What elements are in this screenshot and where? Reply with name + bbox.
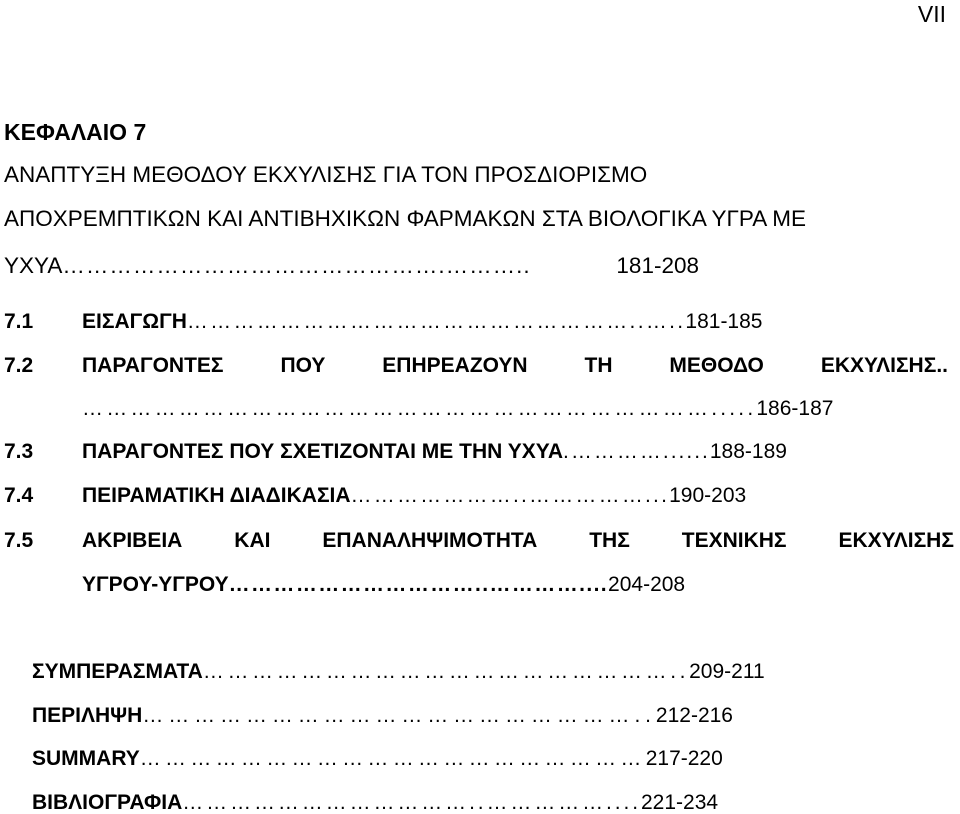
section-title-text: ΥΓΡΟΥ-ΥΓΡΟΥ: [82, 573, 229, 596]
toc-entry-continuation: [82, 398, 833, 419]
leader-dots: ………………………………………….………..: [62, 255, 531, 278]
chapter-title-line-3: [4, 255, 699, 278]
section-number: 7.4: [4, 484, 34, 507]
leader-dots: …………………..……………...: [350, 484, 670, 507]
section-title: [82, 311, 762, 332]
toc-entry-continuation: [82, 574, 685, 595]
section-title-word: ΠΑΡΑΓΟΝΤΕΣ: [82, 354, 224, 377]
leader-dots: .…………......: [563, 440, 710, 463]
section-title-text: ΠΕΙΡΑΜΑΤΙΚΗ ΔΙΑΔΙΚΑΣΙΑ: [82, 484, 351, 507]
leader-dots: ……………………………………………………: [139, 747, 646, 770]
page-range: 209-211: [689, 660, 765, 683]
toc-entry-summary-gr: [32, 705, 733, 726]
section-title-text: ΠΑΡΑΓΟΝΤΕΣ ΠΟΥ ΣΧΕΤΙΖΟΝΤΑΙ ΜΕ ΤΗΝ ΥΧΥΑ: [82, 440, 564, 463]
section-title-word: ΚΑΙ: [234, 529, 271, 552]
section-title-word: ΠΟΥ: [280, 354, 326, 377]
page-range: 181-185: [685, 310, 763, 333]
section-title: [82, 485, 746, 506]
section-title-word: ΕΠΗΡΕΑΖΟΥΝ: [382, 354, 528, 377]
page-range: 221-234: [640, 791, 719, 814]
section-title-word: ΑΚΡΙΒΕΙΑ: [82, 529, 183, 552]
section-title-word: ΤΗ: [584, 354, 613, 377]
page-range: 217-220: [645, 747, 723, 770]
toc-entry-summary-en: [32, 748, 723, 769]
section-title-word: ΕΚΧΥΛΙΣΗΣ: [838, 529, 954, 552]
entry-title: ΠΕΡΙΛΗΨΗ: [32, 704, 143, 727]
leader-dots: …………………………………………………..: [202, 660, 690, 683]
page-range: 186-187: [756, 397, 834, 420]
page-range: 212-216: [655, 704, 733, 727]
chapter-title-line-1: ΑΝΑΠΤΥΞΗ ΜΕΘΟΔΟΥ ΕΚΧΥΛΙΣΗΣ ΓΙΑ ΤΟΝ ΠΡΟΣΔΙΟΡΙΣΜΟ: [4, 162, 648, 187]
leader-dots: …………………………………………………..: [142, 704, 656, 727]
leader-dots: ……………………………..…………....: [228, 573, 609, 596]
chapter-title-line-2: ΑΠΟΧΡΕΜΠΤΙΚΩΝ ΚΑΙ ΑΝΤΙΒΗΧΙΚΩΝ ΦΑΡΜΑΚΩΝ ΣΤΑ ΒΙΟΛΟΓΙΚΑ ΥΓΡΑ ΜΕ: [4, 206, 807, 231]
entry-title: ΒΙΒΛΙΟΓΡΑΦΙΑ: [32, 791, 183, 814]
leader-dots: ………………………………..……………....: [182, 791, 641, 814]
section-title-word: ΕΠΑΝΑΛΗΨΙΜΟΤΗΤΑ: [322, 529, 538, 552]
section-title: [82, 441, 787, 462]
section-title-word: ΤΗΣ: [589, 529, 630, 552]
chapter-heading: ΚΕΦΑΛΑΙΟ 7: [4, 119, 147, 145]
toc-entry-bibliography: [32, 792, 718, 813]
section-number: 7.1: [4, 310, 34, 333]
section-title-word: ΕΚΧΥΛΙΣΗΣ..: [820, 354, 948, 377]
toc-entry: [4, 485, 904, 509]
page-range: 181-208: [616, 253, 699, 278]
entry-title: SUMMARY: [32, 747, 140, 770]
section-title: [82, 530, 954, 551]
page-number: VII: [917, 1, 946, 27]
section-title-text: ΕΙΣΑΓΩΓΗ: [82, 310, 187, 333]
section-number: 7.5: [4, 529, 34, 552]
section-title-word: ΤΕΧΝΙΚΗΣ: [681, 529, 787, 552]
page-range: 190-203: [669, 484, 747, 507]
leader-dots: …………………………………………………..…..: [186, 310, 686, 333]
section-title: [82, 355, 948, 376]
toc-entry: [4, 311, 894, 335]
section-number: 7.2: [4, 354, 34, 377]
section-title-word: ΜΕΘΟΔΟ: [669, 354, 764, 377]
toc-entry-conclusions: [32, 661, 765, 682]
chapter-title-word: ΥΧΥΑ: [4, 253, 63, 278]
page-range: 204-208: [608, 573, 686, 596]
leader-dots: …………………………………………………………………….....: [82, 397, 757, 420]
toc-entry: [4, 441, 904, 465]
entry-title: ΣΥΜΠΕΡΑΣΜΑΤΑ: [32, 660, 203, 683]
section-number: 7.3: [4, 440, 34, 463]
page-range: 188-189: [709, 440, 787, 463]
